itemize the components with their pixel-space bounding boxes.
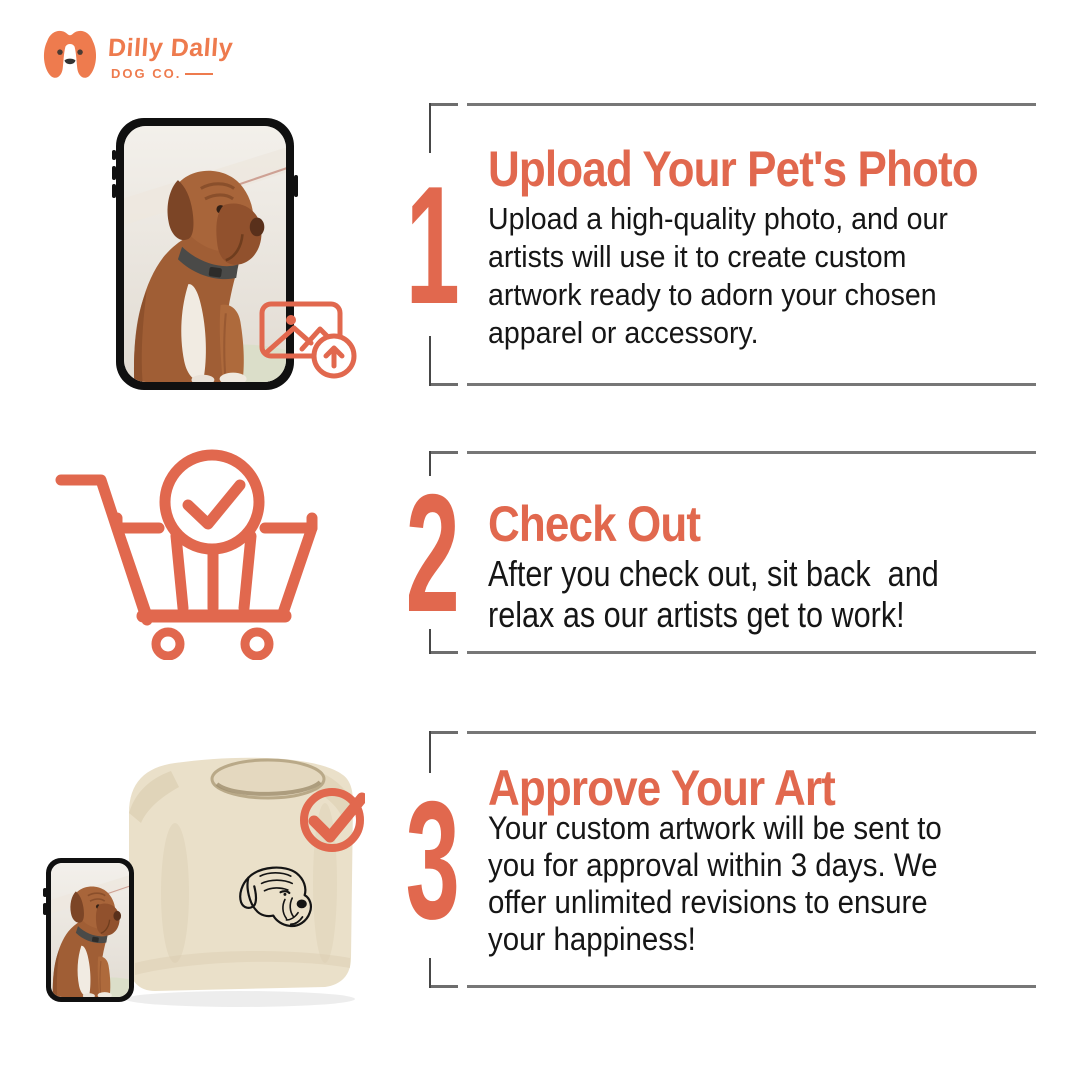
- step1-number: 1: [405, 150, 461, 339]
- step2-title: Check Out: [488, 496, 701, 552]
- step2-description: After you check out, sit back and relax as our artists get to work!: [488, 553, 939, 635]
- step2-number: 2: [405, 458, 461, 647]
- brand-logo: [38, 26, 233, 82]
- image-upload-icon: [258, 297, 358, 379]
- step3-description: Your custom artwork will be sent to you for approval within 3 days. We offer unlimited revisions to ensure your happiness!: [488, 810, 942, 957]
- shopping-cart-icon: [55, 448, 320, 660]
- step3-number: 3: [405, 765, 461, 954]
- small-phone-with-dog-photo: [46, 858, 134, 1002]
- folded-tshirt-with-dog-line-art: [115, 753, 365, 1008]
- step3-title: Approve Your Art: [488, 760, 835, 816]
- step1-description: Upload a high-quality photo, and our artists will use it to create custom artwork ready to adorn your chosen apparel or accessory.: [488, 201, 948, 350]
- brand-text: [108, 26, 233, 81]
- dog-face-icon: [38, 26, 102, 82]
- step1-title: Upload Your Pet's Photo: [488, 141, 978, 197]
- checkmark-circle-icon: [165, 455, 259, 549]
- brand-name: Dilly Dally: [107, 34, 235, 62]
- logo-underline: [185, 73, 213, 75]
- brand-subtitle: DOG CO.: [111, 66, 182, 81]
- phone-screen-dog-photo: [51, 863, 129, 997]
